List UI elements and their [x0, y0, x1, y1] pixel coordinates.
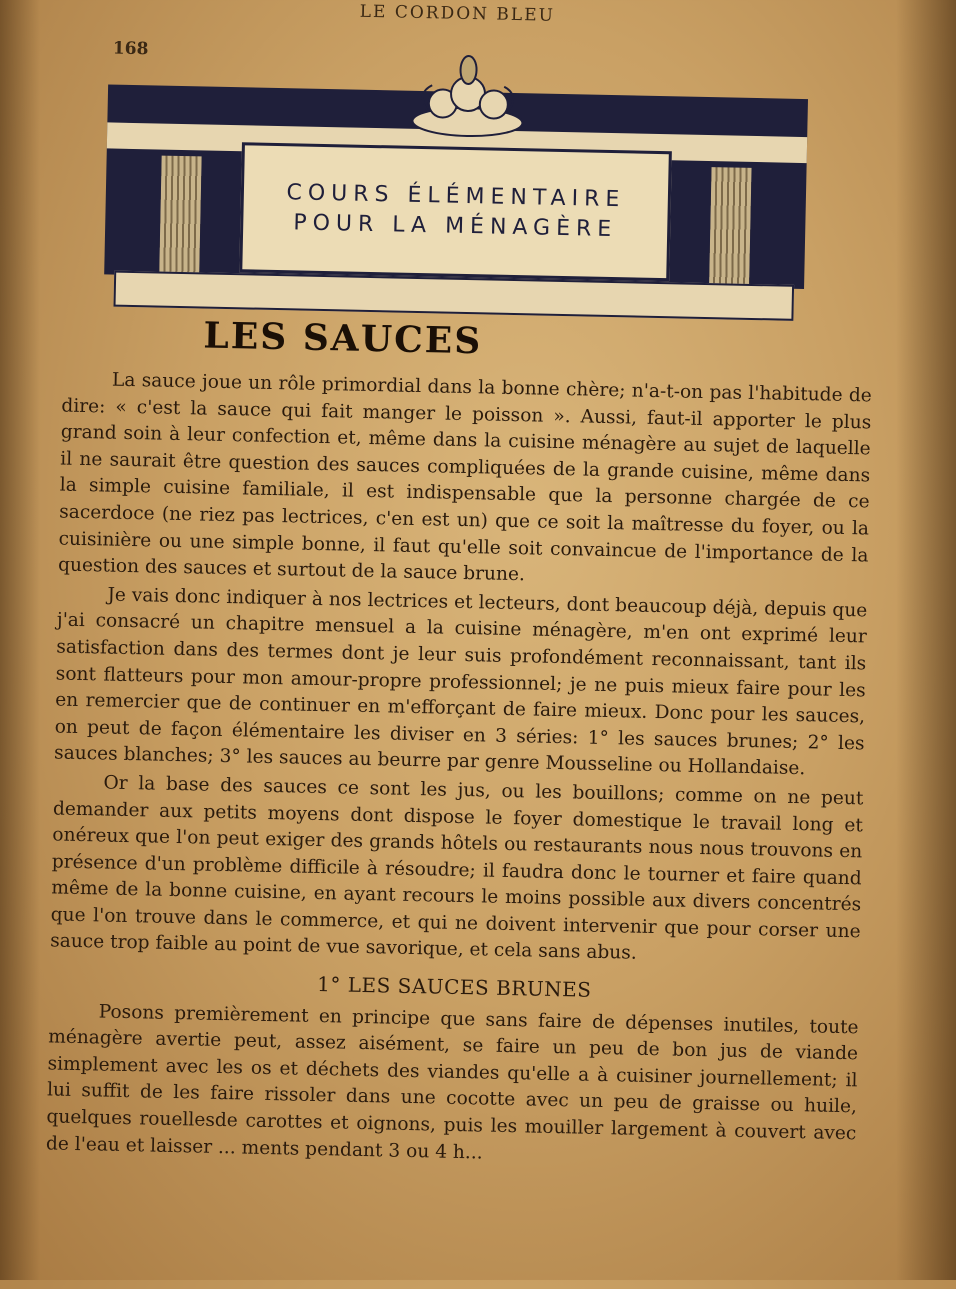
page-edge-shadow: [896, 0, 956, 1280]
section-subheading: 1° LES SAUCES BRUNES: [316, 972, 592, 1002]
decorative-banner: [103, 44, 809, 329]
paragraph: La sauce joue un rôle primordial dans la bonne chère; n'a-t-on pas l'habitude de dire: « c'est la sauce qui fait manger le poisson ». Aussi, faut-il apporter le plus grand soin à leur confection et, même dans la cuisine ménagère au sujet de laquelle il ne saurait être question des sauces compliquées de la grande cuisine, même dans la simple cuisine familiale, il est indispensable que la personne chargée de ce sacerdoce (ne riez pas lectrices, c'en est un) que ce soit la maîtresse du foyer, ou la cuisinière ou une simple bonne, il faut qu'elle soit convaincue de l'importance de la question des sauces et surtout de la sauce brune.: [57, 369, 873, 586]
article-body: [46, 367, 872, 1175]
running-head: LE CORDON BLEU: [359, 1, 556, 26]
fruit-basket-illustration: [407, 51, 529, 147]
banner-post-right: [709, 167, 752, 288]
page-number: 168: [112, 38, 149, 60]
banner-post-left: [159, 156, 202, 277]
paragraph: Je vais donc indiquer à nos lectrices et lecteurs, dont beaucoup déjà, depuis que j'ai consacré un chapitre mensuel a la cuisine ménagère, m'en ont exprimé leur satisfaction dans des termes dont je leur suis profondément reconnaissant, tant ils sont flatteurs pour mon amour-propre professionnel; je ne puis mieux faire pour les en remercier que de continuer en m'efforçant de faire mieux. Donc pour les sauces, on peut de façon élémentaire les diviser en 3 séries: 1° les sauces brunes; 2° les sauces blanches; 3° les sauces au beurre par genre Mousseline ou Hollandaise.: [53, 584, 868, 780]
page-gutter-shadow: [0, 0, 40, 1280]
book-page: [3, 0, 910, 1289]
paragraph: Posons premièrement en principe que sans faire de dépenses inutiles, toute ménagère avertie peut, assez aisément, se faire un peu de bon jus de viande simplement avec les os et déchets des viandes qu'elle a à cuisiner journellement; il lui suffit de les faire rissoler dans une cocotte avec un peu de graisse ou huile, quelques rouellesde carottes et oignons, puis les mouiller largement à couvert avec de l'eau et laisser ... ments pendant 3 ou 4 h...: [45, 1001, 859, 1164]
banner-panel: [239, 142, 672, 281]
banner-line-2: POUR LA MÉNAGÈRE: [293, 210, 618, 243]
paragraph: Or la base des sauces ce sont les jus, ou les bouillons; comme on ne peut demander aux petits moyens dont dispose le foyer domestique le travail long et onéreux que l'on peut exiger des grands hôtels ou restaurants nous nous trouvons en présence d'un problème difficile à résoudre; il faudra donc le tourner et faire quand même de la bonne cuisine, en ayant recours le moins possible aux divers concentrés que l'on trouve dans le commerce, et qui ne doivent intervenir que pour corser une sauce trop faible au point de vue savorique, et cela sans abus.: [49, 772, 864, 965]
banner-line-1: COURS ÉLÉMENTAIRE: [286, 180, 626, 213]
article-title: LES SAUCES: [203, 314, 483, 363]
